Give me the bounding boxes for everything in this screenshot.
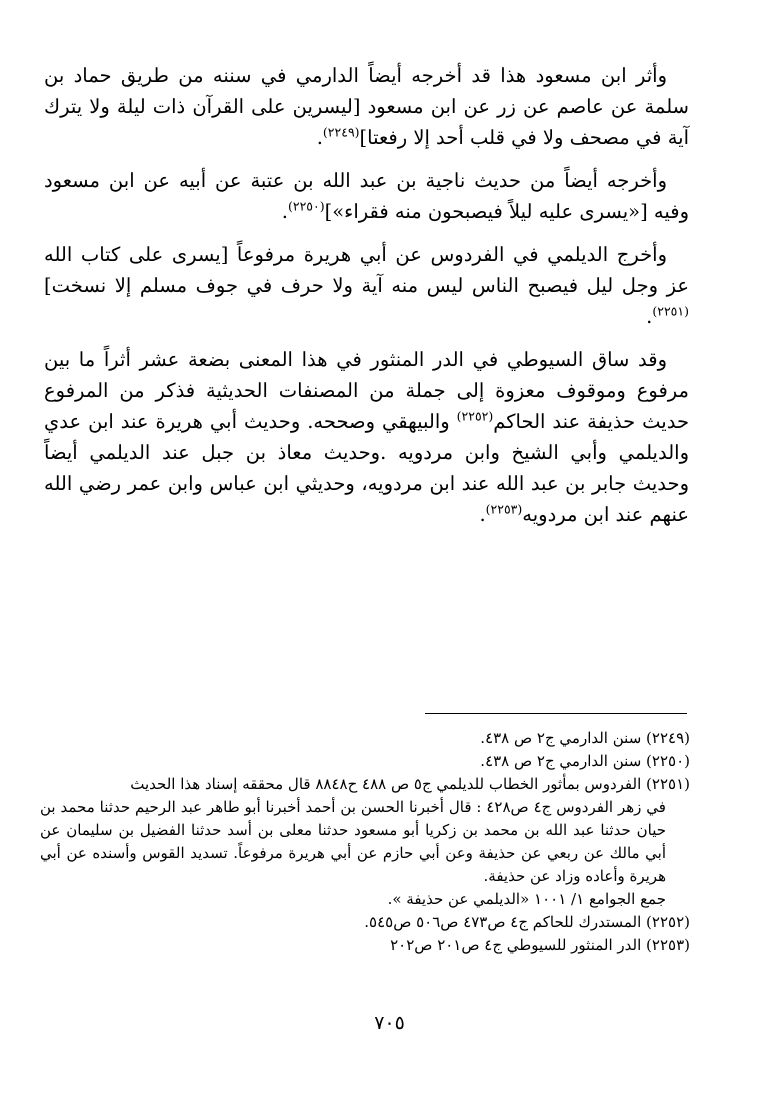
footnote-ref: (٢٢٤٩): [322, 124, 360, 140]
footnote-text: الفردوس بمأثور الخطاب للديلمي ج٥ ص ٤٨٨ ح٨٨٤٨ قال محققه إسناد هذا الحديث: [130, 775, 642, 793]
paragraph-text: وأثر ابن مسعود هذا قد أخرجه أيضاً الدارمي في سننه من طريق حماد بن سلمة عن عاصم عن زر عن ابن مسعود [ليسرين على القرآن ذات ليلة ولا يترك آية في مصحف ولا في قلب أحد إلا رفعتا]: [44, 64, 689, 149]
paragraph-end: .: [281, 200, 288, 223]
paragraph-text-continued: والبيهقي وصححه. وحديث أبي هريرة عند ابن عدي والديلمي وأبي الشيخ وابن مردويه .وحديث معاذ بن جبل عند الديلمي أيضاً وحديث جابر بن عبد الله عند ابن مردويه، وحديثي ابن عباس وابن عمر رضي الله عنهم عند ابن مردويه: [44, 410, 689, 526]
footnote-ref: (٢٢٥١): [652, 303, 689, 319]
paragraph-end: .: [646, 305, 653, 328]
footnote-ref: (٢٢٥٢): [456, 408, 494, 424]
footnote-item: [40, 911, 690, 934]
footnote-continuation: [40, 888, 690, 911]
paragraph-1: [44, 60, 689, 153]
footnote-ref: (٢٢٥٣): [485, 501, 523, 517]
footnote-text: الدر المنثور للسيوطي ج٤ ص٢٠١ ص٢٠٢: [390, 936, 642, 954]
main-text: [44, 60, 689, 542]
footnote-item: [40, 750, 690, 773]
footnotes: [40, 727, 690, 957]
footnote-text: المستدرك للحاكم ج٤ ص٤٧٣ ص٥٠٦ ص٥٤٥.: [364, 913, 642, 931]
paragraph-text: وقد ساق السيوطي في الدر المنثور في هذا المعنى بضعة عشر أثراً ما بين مرفوع وموقوف معزوة إلى جملة من المصنفات الحديثية فذكر من المرفوع حديث حذيفة عند الحاكم: [44, 348, 689, 433]
paragraph-end: .: [479, 503, 486, 526]
footnote-text: في زهر الفردوس ج٤ ص٤٢٨ : قال أخبرنا الحسن بن أحمد أخبرنا أبو طاهر عبد الرحيم حدثنا محمد بن حيان حدثنا عبد الله بن محمد بن زكريا أبو مسعود حدثنا معلى بن أسد حدثنا الفضيل بن سليمان عن أبي مالك عن ربعي عن حذيفة وعن أبي حازم عن أبي هريرة مرفوعاً. تسديد القوس وأسنده عن أبي هريرة وأعاده وزاد عن حذيفة.: [40, 798, 666, 885]
paragraph-4: [44, 344, 689, 530]
footnote-item: [40, 934, 690, 957]
paragraph-3: [44, 239, 689, 332]
paragraph-text: وأخرج الديلمي في الفردوس عن أبي هريرة مرفوعاً [يسرى على كتاب الله عز وجل ليل فيصبح الناس ليس منه آية ولا حرف في جوف مسلم إلا نسخت]: [44, 243, 690, 297]
footnote-continuation: [40, 796, 690, 888]
footnote-item: [40, 727, 690, 750]
paragraph-end: .: [316, 126, 323, 149]
footnote-text: سنن الدارمي ج٢ ص ٤٣٨.: [480, 729, 642, 747]
footnote-ref: (٢٢٥٠): [287, 198, 325, 214]
footnote-number: (٢٢٥٢): [646, 913, 690, 931]
footnote-number: (٢٢٥٣): [646, 936, 690, 954]
paragraph-text: وأخرجه أيضاً من حديث ناجية بن عبد الله بن عتبة عن أبيه عن ابن مسعود وفيه [«يسرى عليه ليلاً فيصبحون منه فقراء»]: [44, 169, 689, 223]
footnote-text: جمع الجوامع ١/ ١٠٠١ «الديلمي عن حذيفة ».: [387, 890, 666, 908]
footnote-item: [40, 773, 690, 796]
footnote-text: سنن الدارمي ج٢ ص ٤٣٨.: [480, 752, 642, 770]
footnote-separator: [425, 713, 687, 714]
page-number: ٧٠٥: [374, 1012, 405, 1034]
footnote-number: (٢٢٥٠): [646, 752, 690, 770]
paragraph-2: [44, 165, 689, 227]
footnote-number: (٢٢٤٩): [646, 729, 690, 747]
footnote-number: (٢٢٥١): [646, 775, 690, 793]
